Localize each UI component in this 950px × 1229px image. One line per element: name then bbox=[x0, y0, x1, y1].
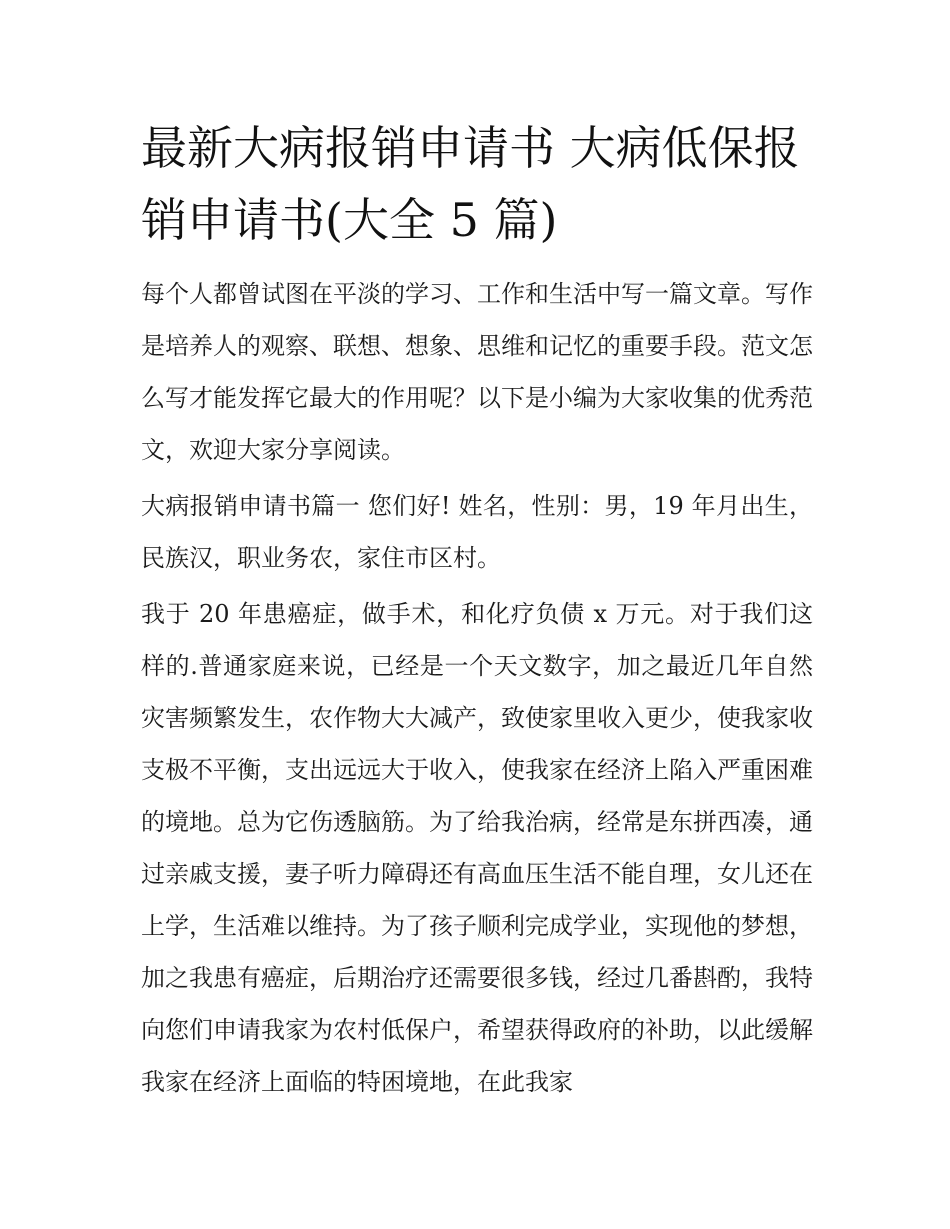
document-content bbox=[141, 112, 813, 1112]
paragraph-situation: 我于 20 年患癌症，做手术，和化疗负债 x 万元。对于我们这样的.普通家庭来说，已经是一个天文数字，加之最近几年自然灾害频繁发生，农作物大大减产，致使家里收入更少，使我家收支极不平衡，支出远远大于收入，使我家在经济上陷入严重困难的境地。总为它伤透脑筋。为了给我治病，经常是东拼西凑，通过亲戚支援，妻子听力障碍还有高血压生活不能自理，女儿还在上学，生活难以维持。为了孩子顺利完成学业，实现他的梦想，加之我患有癌症，后期治疗还需要很多钱，经过几番斟酌，我特向您们申请我家为农村低保户，希望获得政府的补助，以此缓解我家在经济上面临的特困境地，在此我家 bbox=[141, 600, 813, 1096]
document-title: 最新大病报销申请书 大病低保报销申请书(大全 5 篇) bbox=[141, 121, 800, 247]
paragraph-applicant-info: 大病报销申请书篇一 您们好! 姓名，性别：男，19 年月出生，民族汉，职业务农，家住市区村。 bbox=[141, 492, 813, 572]
paragraph-intro: 每个人都曾试图在平淡的学习、工作和生活中写一篇文章。写作是培养人的观察、联想、想象、思维和记忆的重要手段。范文怎么写才能发挥它最大的作用呢？以下是小编为大家收集的优秀范文，欢迎大家分享阅读。 bbox=[141, 280, 813, 464]
